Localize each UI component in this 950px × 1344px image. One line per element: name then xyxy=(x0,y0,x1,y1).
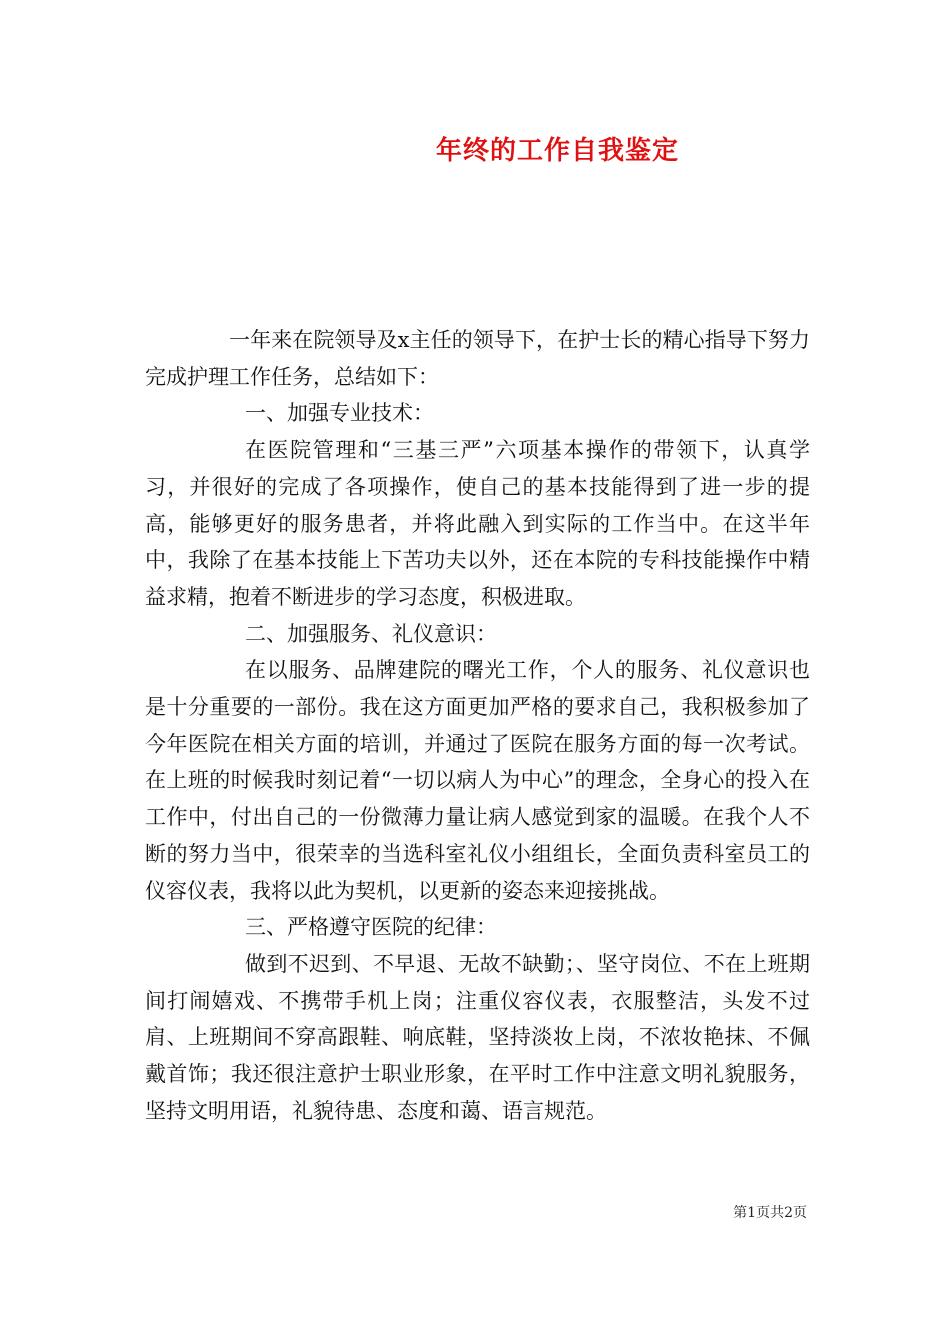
section-heading-2: 二、加强服务、礼仪意识： xyxy=(245,621,497,646)
section-body-3: 做到不迟到、不早退、无故不缺勤；、坚守岗位、不在上班期间打闹嬉戏、不携带手机上岗；注重仪容仪表，衣服整洁，头发不过肩、上班期间不穿高跟鞋、响底鞋，坚持淡妆上岗，不浓妆艳抹、不佩戴首饰；我还很注意护士职业形象，在平时工作中注意文明礼貌服务，坚持文明用语，礼貌待患、态度和蔼、语言规范。 xyxy=(145,951,810,1123)
section-body-2: 在以服务、品牌建院的曙光工作，个人的服务、礼仪意识也是十分重要的一部份。我在这方面更加严格的要求自己，我积极参加了今年医院在相关方面的培训，并通过了医院在服务方面的每一次考试。在上班的时候我时刻记着“一切以病人为中心”的理念，全身心的投入在工作中，付出自己的一份微薄力量让病人感觉到家的温暖。在我个人不断的努力当中，很荣幸的当选科室礼仪小组组长，全面负责科室员工的仪容仪表，我将以此为契机，以更新的姿态来迎接挑战。 xyxy=(145,658,810,903)
section-body-1: 在医院管理和“三基三严”六项基本操作的带领下，认真学习，并很好的完成了各项操作，使自己的基本技能得到了进一步的提高，能够更好的服务患者，并将此融入到实际的工作当中。在这半年中，我除了在基本技能上下苦功夫以外，还在本院的专科技能操作中精益求精，抱着不断进步的学习态度，积极进取。 xyxy=(145,438,810,609)
section-heading-3: 三、严格遵守医院的纪律： xyxy=(245,915,497,940)
page-number: 第1页共2页 xyxy=(733,1205,807,1221)
document-body xyxy=(145,322,810,1129)
intro-paragraph: 一年来在院领导及x主任的领导下，在护士长的精心指导下努力完成护理工作任务，总结如下： xyxy=(145,328,810,389)
section-heading-1: 一、加强专业技术： xyxy=(245,401,434,426)
document-title: 年终的工作自我鉴定 xyxy=(435,136,679,166)
